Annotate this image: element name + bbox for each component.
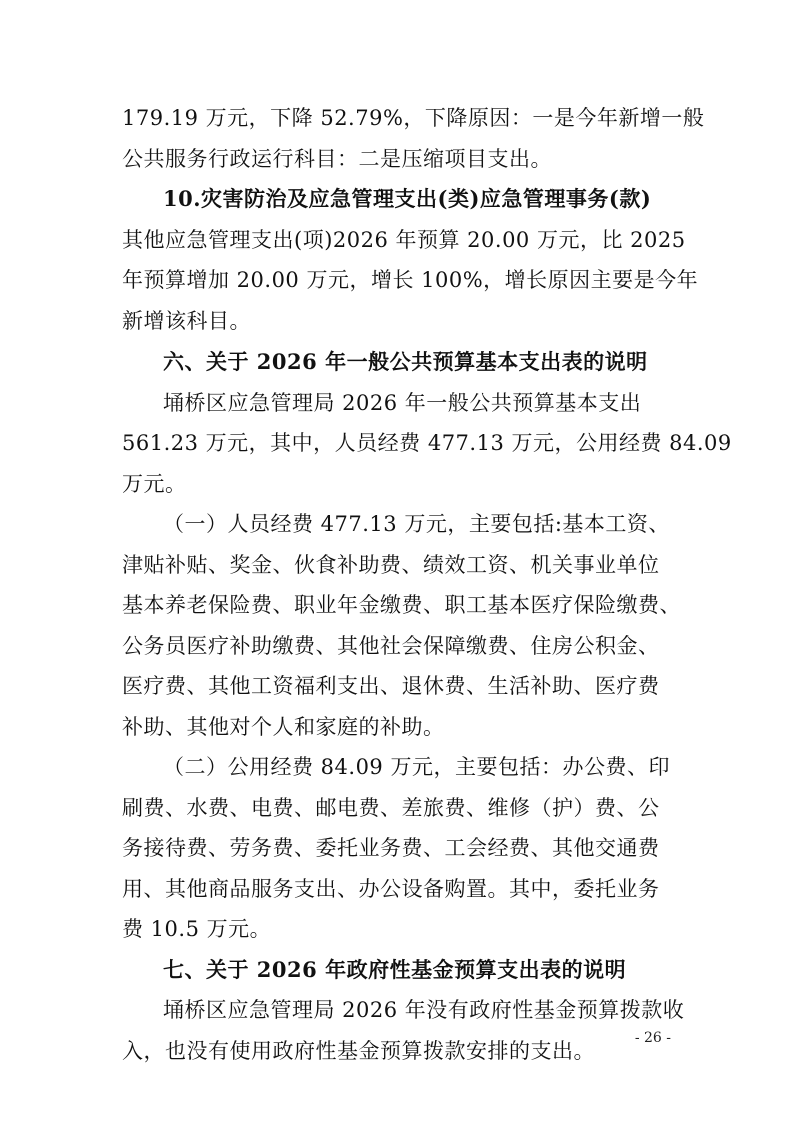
paragraph-line: 补助、其他对个人和家庭的补助。 — [122, 715, 445, 739]
paragraph-line: 179.19 万元，下降 52.79%，下降原因：一是今年新增一般 — [122, 106, 705, 130]
paragraph-line: 埇桥区应急管理局 2026 年一般公共预算基本支出 — [163, 391, 642, 415]
section-heading: 七、关于 2026 年政府性基金预算支出表的说明 — [163, 957, 627, 982]
paragraph-line: 津贴补贴、奖金、伙食补助费、绩效工资、机关事业单位 — [122, 553, 660, 577]
paragraph-line: 万元。 — [122, 472, 187, 496]
paragraph-line: 年预算增加 20.00 万元，增长 100%，增长原因主要是今年 — [122, 268, 699, 292]
section-heading: 六、关于 2026 年一般公共预算基本支出表的说明 — [163, 349, 648, 374]
paragraph-line: 费 10.5 万元。 — [122, 917, 272, 941]
page-number: - 26 - — [634, 1030, 671, 1046]
paragraph-line: 医疗费、其他工资福利支出、退休费、生活补助、医疗费 — [122, 674, 660, 698]
paragraph-line: 新增该科目。 — [122, 309, 251, 333]
paragraph-line: 基本养老保险费、职业年金缴费、职工基本医疗保险缴费、 — [122, 593, 681, 617]
paragraph-line: 入，也没有使用政府性基金预算拨款安排的支出。 — [122, 1039, 595, 1063]
paragraph-line: 埇桥区应急管理局 2026 年没有政府性基金预算拨款收 — [163, 998, 685, 1022]
paragraph-line: 561.23 万元，其中，人员经费 477.13 万元，公用经费 84.09 — [122, 431, 732, 455]
paragraph-line: 务接待费、劳务费、委托业务费、工会经费、其他交通费 — [122, 836, 660, 860]
paragraph-line: 用、其他商品服务支出、办公设备购置。其中，委托业务 — [122, 877, 660, 901]
paragraph-line: （一）人员经费 477.13 万元，主要包括:基本工资、 — [163, 512, 670, 536]
section-heading-line: 10.灾害防治及应急管理支出(类)应急管理事务(款) — [163, 186, 652, 211]
paragraph-line: 其他应急管理支出(项)2026 年预算 20.00 万元，比 2025 — [122, 228, 686, 252]
paragraph-line: 公共服务行政运行科目：二是压缩项目支出。 — [122, 147, 552, 171]
paragraph-line: 刷费、水费、电费、邮电费、差旅费、维修（护）费、公 — [122, 796, 660, 820]
paragraph-line: （二）公用经费 84.09 万元，主要包括：办公费、印 — [163, 755, 670, 779]
paragraph-line: 公务员医疗补助缴费、其他社会保障缴费、住房公积金、 — [122, 634, 660, 658]
